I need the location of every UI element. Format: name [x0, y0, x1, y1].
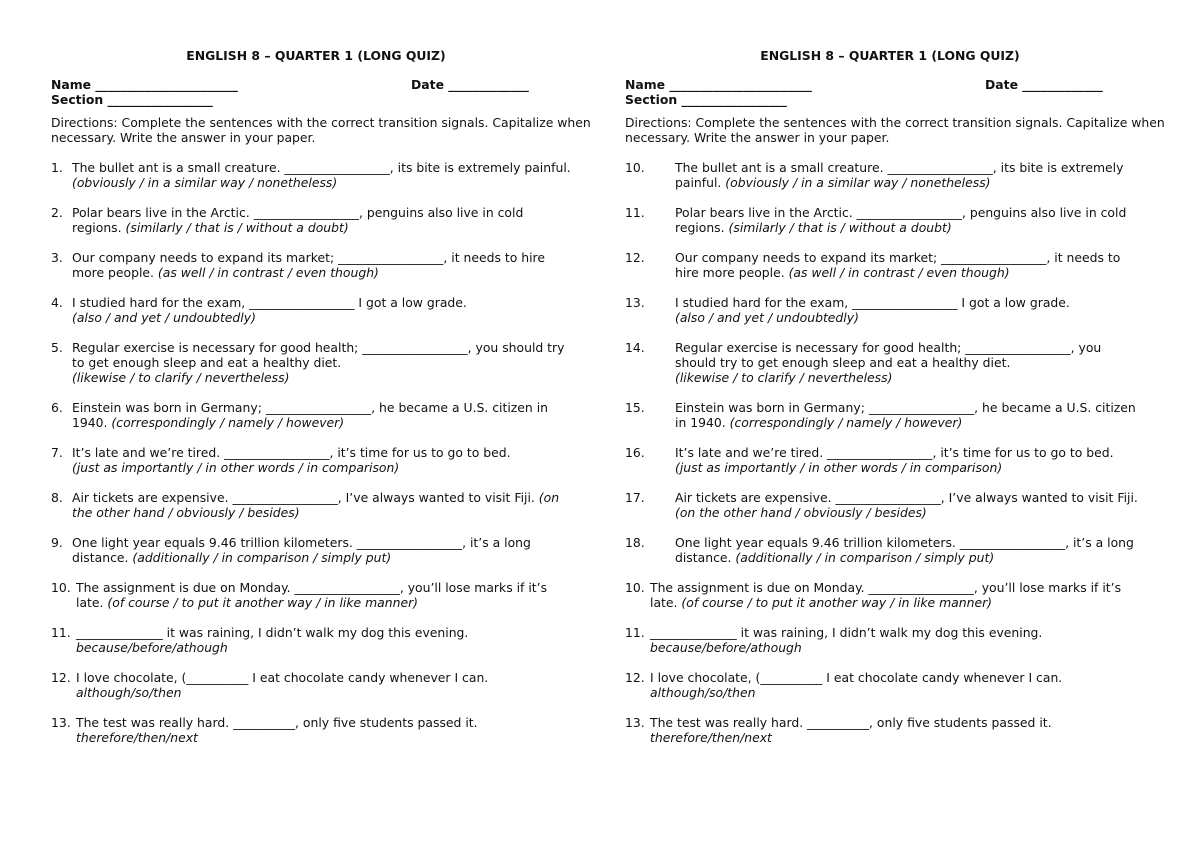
- question-sentence: The bullet ant is a small creature. _________________, its bite is extremely painful.: [72, 160, 571, 175]
- question-text-block: [675, 160, 1175, 190]
- question-item: [625, 160, 1175, 190]
- question-sentence: Polar bears live in the Arctic. _________________, penguins also live in cold regions.: [72, 205, 524, 235]
- question-sentence: The bullet ant is a small creature. _________________, its bite is extremely painful.: [675, 160, 1124, 190]
- question-number: 11.: [51, 625, 71, 640]
- answer-choices: (correspondingly / namely / however): [729, 415, 963, 430]
- name-date-row: [625, 77, 1175, 92]
- answer-choices: (likewise / to clarify / nevertheless): [675, 370, 893, 385]
- question-item: [51, 250, 601, 280]
- answer-choices: although/so/then: [650, 685, 756, 700]
- directions: Directions: Complete the sentences with the correct transition signals. Capitalize when necessary. Write the answer in your paper.: [625, 115, 1165, 145]
- question-sentence: Einstein was born in Germany; _________________, he became a U.S. citizen in 1940.: [72, 400, 549, 430]
- answer-choices: (on the other hand / obviously / besides): [72, 490, 560, 520]
- question-list: [51, 160, 601, 745]
- question-item: [51, 205, 601, 235]
- question-sentence: It’s late and we’re tired. _________________, it’s time for us to go to bed.: [675, 445, 1114, 460]
- question-item: [625, 250, 1175, 280]
- question-text-block: [72, 535, 601, 565]
- question-item: [51, 625, 601, 655]
- question-sentence: The test was really hard. __________, only five students passed it.: [76, 715, 478, 730]
- question-number: 11.: [625, 625, 645, 640]
- answer-choices: (of course / to put it another way / in like manner): [107, 595, 419, 610]
- question-sentence: The assignment is due on Monday. _________________, you’ll lose marks if it’s late.: [650, 580, 1122, 610]
- question-sentence: ______________ it was raining, I didn’t walk my dog this evening.: [650, 625, 1043, 640]
- question-number: 2.: [51, 205, 63, 220]
- question-number: 14.: [625, 340, 645, 355]
- answer-choices: (additionally / in comparison / simply put): [735, 550, 995, 565]
- question-item: [625, 625, 1175, 655]
- right-quiz-column: [625, 48, 1175, 760]
- question-sentence: I studied hard for the exam, _________________ I got a low grade.: [72, 295, 467, 310]
- question-item: [625, 340, 1175, 385]
- question-text-block: [72, 160, 601, 190]
- answer-choices: (correspondingly / namely / however): [111, 415, 345, 430]
- question-item: [51, 670, 601, 700]
- question-number: 10.: [51, 580, 71, 595]
- question-text-block: [76, 670, 601, 700]
- section-label: Section _________________: [625, 92, 787, 107]
- question-text-block: [72, 295, 601, 325]
- answer-choices: (likewise / to clarify / nevertheless): [72, 370, 290, 385]
- date-label: Date _____________: [985, 77, 1103, 92]
- answer-choices: (just as importantly / in other words / in comparison): [675, 460, 1003, 475]
- question-text-block: [675, 490, 1175, 520]
- question-item: [625, 580, 1175, 610]
- question-sentence: I love chocolate, (__________ I eat chocolate candy whenever I can.: [650, 670, 1063, 685]
- question-sentence: Regular exercise is necessary for good health; _________________, you should try to get enough sleep and eat a healthy diet.: [72, 340, 565, 370]
- question-number: 11.: [625, 205, 645, 220]
- question-text-block: [675, 400, 1175, 430]
- question-sentence: Einstein was born in Germany; _________________, he became a U.S. citizen in 1940.: [675, 400, 1136, 430]
- question-sentence: Our company needs to expand its market; _________________, it needs to hire more people.: [72, 250, 545, 280]
- question-text-block: [675, 445, 1175, 475]
- question-item: [51, 445, 601, 475]
- question-text-block: [72, 340, 601, 385]
- question-sentence: One light year equals 9.46 trillion kilometers. _________________, it’s a long distance.: [675, 535, 1134, 565]
- question-item: [625, 715, 1175, 745]
- question-number: 6.: [51, 400, 63, 415]
- question-sentence: Our company needs to expand its market; _________________, it needs to hire more people.: [675, 250, 1121, 280]
- answer-choices: (just as importantly / in other words / in comparison): [72, 460, 400, 475]
- answer-choices: because/before/athough: [76, 640, 228, 655]
- answer-choices: because/before/athough: [650, 640, 802, 655]
- answer-choices: (similarly / that is / without a doubt): [728, 220, 952, 235]
- question-number: 4.: [51, 295, 63, 310]
- quiz-title: ENGLISH 8 – QUARTER 1 (LONG QUIZ): [760, 48, 1020, 63]
- question-text-block: [675, 205, 1175, 235]
- question-number: 8.: [51, 490, 63, 505]
- question-sentence: The assignment is due on Monday. _________________, you’ll lose marks if it’s late.: [76, 580, 548, 610]
- answer-choices: (as well / in contrast / even though): [157, 265, 379, 280]
- answer-choices: (also / and yet / undoubtedly): [72, 310, 256, 325]
- question-list: [625, 160, 1175, 745]
- answer-choices: although/so/then: [76, 685, 182, 700]
- question-text-block: [72, 205, 601, 235]
- question-text-block: [76, 625, 601, 655]
- question-item: [625, 445, 1175, 475]
- question-item: [625, 670, 1175, 700]
- name-label: Name _______________________: [51, 77, 238, 92]
- question-number: 12.: [625, 250, 645, 265]
- answer-choices: (of course / to put it another way / in like manner): [681, 595, 993, 610]
- question-number: 5.: [51, 340, 63, 355]
- quiz-title: ENGLISH 8 – QUARTER 1 (LONG QUIZ): [186, 48, 446, 63]
- name-date-row: [51, 77, 601, 92]
- question-item: [51, 535, 601, 565]
- question-number: 9.: [51, 535, 63, 550]
- question-item: [51, 400, 601, 430]
- question-text-block: [675, 295, 1175, 325]
- question-sentence: One light year equals 9.46 trillion kilometers. _________________, it’s a long distance.: [72, 535, 531, 565]
- answer-choices: (on the other hand / obviously / besides): [675, 505, 927, 520]
- question-text-block: [650, 625, 1175, 655]
- question-sentence: Air tickets are expensive. _________________, I’ve always wanted to visit Fiji.: [72, 490, 539, 505]
- question-sentence: I love chocolate, (__________ I eat chocolate candy whenever I can.: [76, 670, 489, 685]
- question-item: [51, 340, 601, 385]
- question-number: 13.: [625, 295, 645, 310]
- question-number: 18.: [625, 535, 645, 550]
- left-quiz-column: [51, 48, 601, 760]
- question-item: [625, 295, 1175, 325]
- question-item: [625, 205, 1175, 235]
- question-number: 10.: [625, 580, 645, 595]
- question-item: [625, 400, 1175, 430]
- question-number: 10.: [625, 160, 645, 175]
- question-text-block: [675, 535, 1175, 565]
- question-number: 15.: [625, 400, 645, 415]
- answer-choices: (additionally / in comparison / simply put): [132, 550, 392, 565]
- question-number: 16.: [625, 445, 645, 460]
- question-text-block: [650, 670, 1175, 700]
- question-item: [625, 490, 1175, 520]
- question-sentence: Polar bears live in the Arctic. _________________, penguins also live in cold regions.: [675, 205, 1127, 235]
- question-number: 12.: [51, 670, 71, 685]
- name-label: Name _______________________: [625, 77, 812, 92]
- question-text-block: [72, 490, 601, 520]
- question-text-block: [675, 250, 1175, 280]
- question-sentence: ______________ it was raining, I didn’t walk my dog this evening.: [76, 625, 469, 640]
- question-number: 13.: [51, 715, 71, 730]
- directions: Directions: Complete the sentences with the correct transition signals. Capitalize when necessary. Write the answer in your paper.: [51, 115, 591, 145]
- date-label: Date _____________: [411, 77, 529, 92]
- question-sentence: Regular exercise is necessary for good health; _________________, you should try to get enough sleep and eat a healthy diet.: [675, 340, 1102, 370]
- answer-choices: (similarly / that is / without a doubt): [125, 220, 349, 235]
- question-number: 17.: [625, 490, 645, 505]
- question-number: 3.: [51, 250, 63, 265]
- question-text-block: [72, 400, 601, 430]
- question-item: [625, 535, 1175, 565]
- question-text-block: [650, 715, 1175, 745]
- answer-choices: (obviously / in a similar way / nonetheless): [72, 175, 338, 190]
- question-item: [51, 295, 601, 325]
- question-sentence: The test was really hard. __________, only five students passed it.: [650, 715, 1052, 730]
- answer-choices: (also / and yet / undoubtedly): [675, 310, 859, 325]
- answer-choices: (obviously / in a similar way / nonetheless): [725, 175, 991, 190]
- question-number: 1.: [51, 160, 63, 175]
- question-item: [51, 715, 601, 745]
- question-number: 13.: [625, 715, 645, 730]
- answer-choices: therefore/then/next: [650, 730, 772, 745]
- question-number: 7.: [51, 445, 63, 460]
- answer-choices: therefore/then/next: [76, 730, 198, 745]
- question-sentence: It’s late and we’re tired. _________________, it’s time for us to go to bed.: [72, 445, 511, 460]
- question-text-block: [76, 580, 601, 610]
- question-text-block: [650, 580, 1175, 610]
- section-label: Section _________________: [51, 92, 213, 107]
- question-sentence: Air tickets are expensive. _________________, I’ve always wanted to visit Fiji.: [675, 490, 1138, 505]
- question-number: 12.: [625, 670, 645, 685]
- question-text-block: [675, 340, 1175, 385]
- question-item: [51, 580, 601, 610]
- question-item: [51, 490, 601, 520]
- question-text-block: [72, 250, 601, 280]
- question-sentence: I studied hard for the exam, _________________ I got a low grade.: [675, 295, 1070, 310]
- question-item: [51, 160, 601, 190]
- answer-choices: (as well / in contrast / even though): [788, 265, 1010, 280]
- question-text-block: [72, 445, 601, 475]
- question-text-block: [76, 715, 601, 745]
